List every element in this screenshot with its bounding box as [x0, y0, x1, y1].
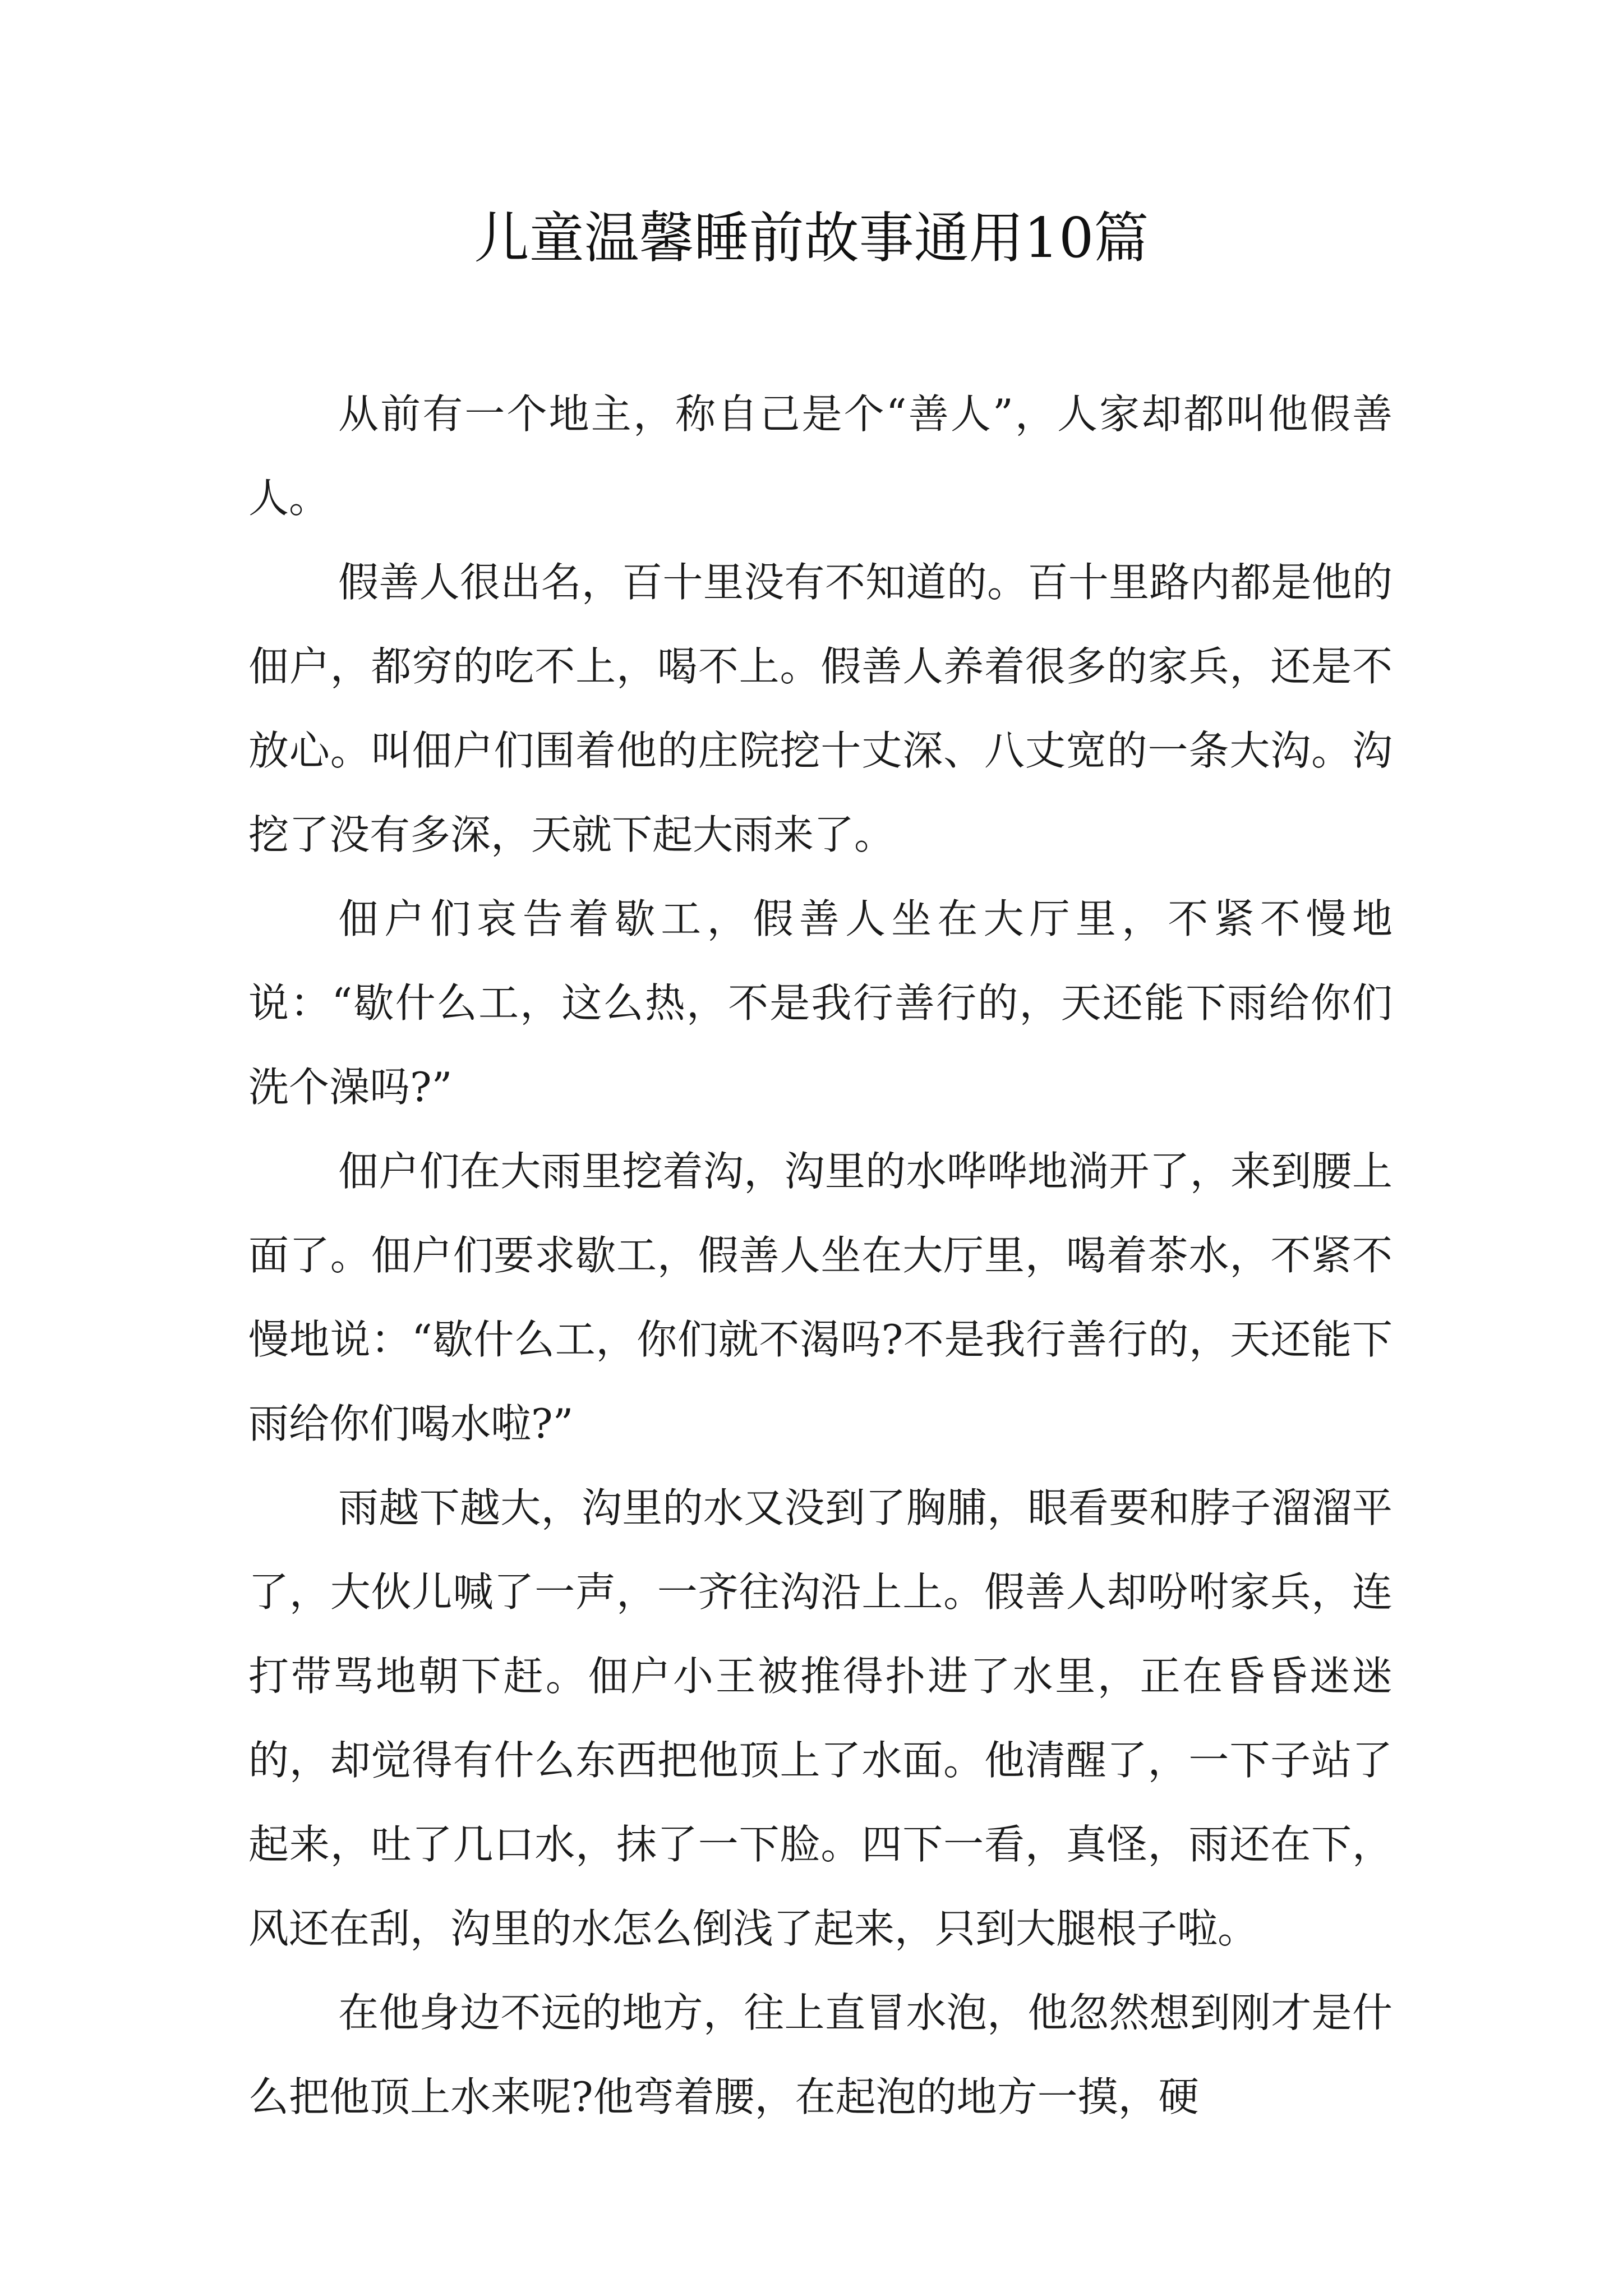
paragraph-2: 假善人很出名，百十里没有不知道的。百十里路内都是他的佃户，都穷的吃不上，喝不上。假善人养着很多的家兵，还是不放心。叫佃户们围着他的庄院挖十丈深、八丈宽的一条大沟。沟挖了没有多深，天就下起大雨来了。 — [248, 559, 1393, 858]
paragraph-3: 佃户们哀告着歇工，假善人坐在大厅里，不紧不慢地说：“歇什么工，这么热，不是我行善行的，天还能下雨给你们洗个澡吗?” — [248, 895, 1393, 1111]
document-title: 儿童温馨睡前故事通用10篇 — [474, 206, 1149, 270]
paragraph-4: 佃户们在大雨里挖着沟，沟里的水哗哗地淌开了，来到腰上面了。佃户们要求歇工，假善人坐在大厅里，喝着茶水，不紧不慢地说：“歇什么工，你们就不渴吗?不是我行善行的，天还能下雨给你们喝水啦?” — [248, 1148, 1393, 1447]
paragraph-5: 雨越下越大，沟里的水又没到了胸脯，眼看要和脖子溜溜平了，大伙儿喊了一声，一齐往沟沿上上。假善人却吩咐家兵，连打带骂地朝下赶。佃户小王被推得扑进了水里，正在昏昏迷迷的，却觉得有什么东西把他顶上了水面。他清醒了，一下子站了起来，吐了几口水，抹了一下脸。四下一看，真怪，雨还在下，风还在刮，沟里的水怎么倒浅了起来，只到大腿根子啦。 — [248, 1484, 1393, 1952]
paragraph-6: 在他身边不远的地方，往上直冒水泡，他忽然想到刚才是什么把他顶上水来呢?他弯着腰，在起泡的地方一摸，硬 — [248, 1989, 1393, 2120]
paragraph-1: 从前有一个地主，称自己是个“善人”，人家却都叫他假善人。 — [248, 390, 1393, 522]
document-body — [248, 372, 1393, 2139]
